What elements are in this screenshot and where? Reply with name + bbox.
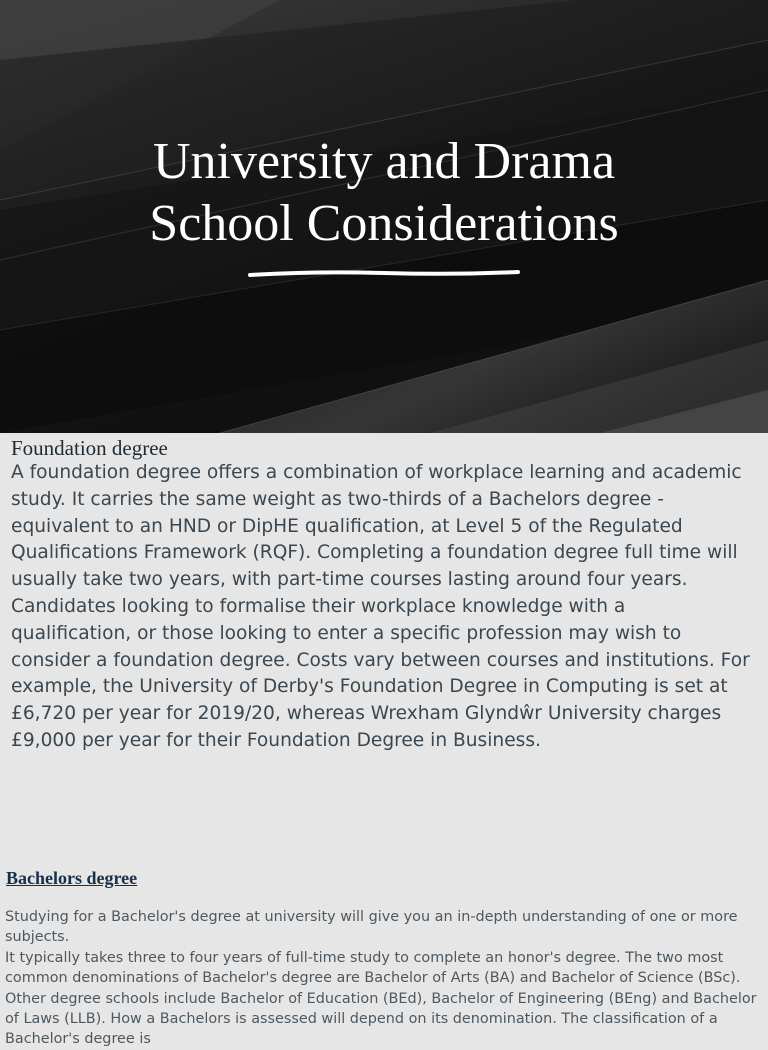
page-title (0, 131, 768, 255)
foundation-paragraph-1: A foundation degree offers a combination of workplace learning and academic study. It carries the same weight as two-thirds of a Bachelors degree - equivalent to an HND or DipHE qualification, at Level 5 of the Regulated Qualifications Framework (RQF). Completing a foundation degree full time will usually take two years, with part-time courses lasting around four years. (11, 462, 742, 591)
bachelors-paragraph-2: It typically takes three to four years of full-time study to complete an honor's degree. The two most common denominations of Bachelor's degree are Bachelor of Arts (BA) and Bachelor of Science (BSc). Other degree schools include Bachelor of Education (BEd), Bachelor of Engineering (BEng) and Bachelor of Laws (LLB). How a Bachelors is assessed will depend on its denomination. The classification of a Bachelor's degree is (5, 949, 757, 1048)
article-content (0, 433, 768, 1048)
hero-banner (0, 0, 768, 433)
bachelors-degree-heading: Bachelors degree (6, 868, 138, 888)
foundation-degree-body (11, 460, 751, 755)
page-title-line-1: University and Drama (152, 133, 616, 190)
foundation-paragraph-2: Candidates looking to formalise their workplace knowledge with a qualification, or those looking to enter a specific profession may wish to consider a foundation degree. Costs vary between courses and institutions. For example, the University of Derby's Foundation Degree in Computing is set at £6,720 per year for 2019/20, whereas Wrexham Glyndŵr University charges £9,000 per year for their Foundation Degree in Business. (11, 595, 750, 751)
bachelors-paragraph-1: Studying for a Bachelor's degree at university will give you an in-depth understanding of one or more subjects. (5, 909, 738, 946)
page-title-line-2: School Considerations (149, 195, 619, 252)
foundation-degree-heading: Foundation degree (11, 436, 168, 460)
bachelors-degree-body (5, 907, 761, 1050)
title-underline-decoration (246, 268, 522, 280)
